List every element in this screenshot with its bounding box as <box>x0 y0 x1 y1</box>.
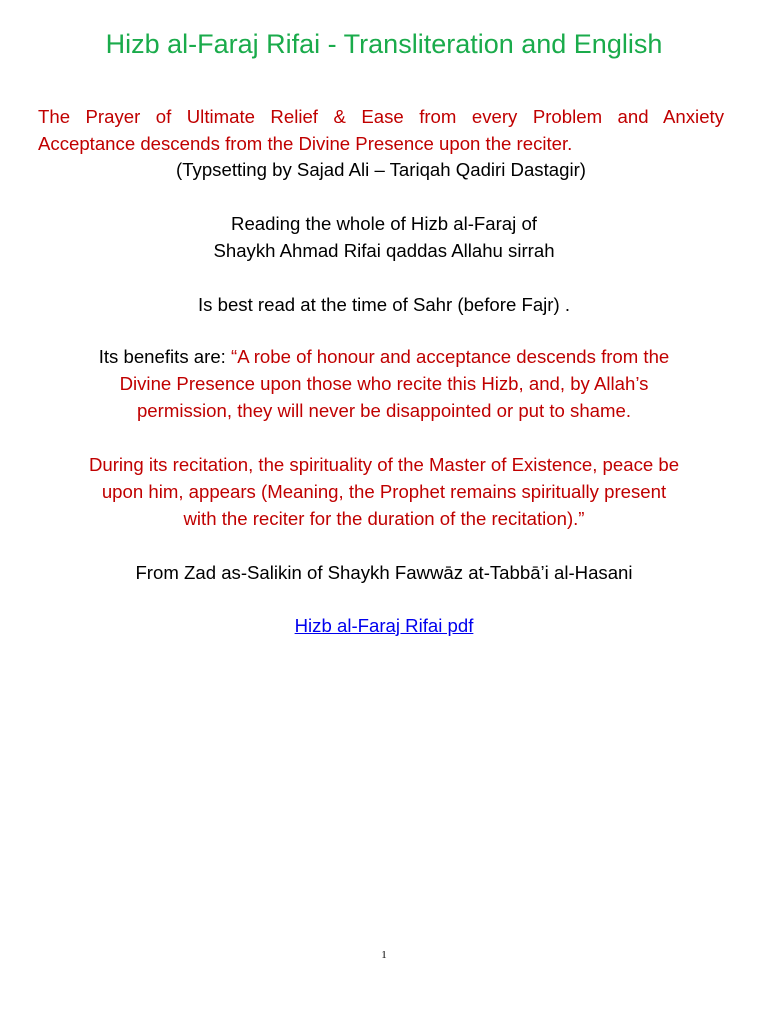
recitation-section <box>30 451 738 532</box>
benefits-quote-line-3: permission, they will never be disappointed or put to shame. <box>136 400 632 421</box>
intro-line-2: Acceptance descends from the Divine Presence upon the reciter. <box>38 132 573 154</box>
benefits-section <box>30 343 738 424</box>
pdf-link[interactable]: Hizb al-Faraj Rifai pdf <box>294 615 474 636</box>
intro-section <box>38 104 724 184</box>
recitation-line-2: upon him, appears (Meaning, the Prophet remains spiritually present <box>101 481 667 502</box>
source-text: From Zad as-Salikin of Shaykh Fawwāz at-Tabbā’i al-Hasani <box>135 562 633 583</box>
typesetting-credit: (Typsetting by Sajad Ali – Tariqah Qadiri Dastagir) <box>176 159 586 180</box>
intro-line-1: The Prayer of Ultimate Relief & Ease from every Problem and Anxiety <box>38 106 724 127</box>
page-title: Hizb al-Faraj Rifai - Transliteration and English <box>105 29 663 59</box>
recitation-line-3: with the reciter for the duration of the recitation).” <box>183 508 585 529</box>
benefits-quote-line-2: Divine Presence upon those who recite this Hizb, and, by Allah’s <box>119 373 649 394</box>
reading-line-1: Reading the whole of Hizb al-Faraj of <box>231 213 537 234</box>
page-number: 1 <box>381 949 387 961</box>
reading-line-2: Shaykh Ahmad Rifai qaddas Allahu sirrah <box>213 240 555 261</box>
reading-section <box>30 210 738 264</box>
best-time-text: Is best read at the time of Sahr (before Fajr) . <box>197 294 571 315</box>
benefits-label: Its benefits are: <box>98 346 231 367</box>
benefits-quote-line-1: “A robe of honour and acceptance descends from the <box>231 346 670 367</box>
recitation-line-1: During its recitation, the spirituality of the Master of Existence, peace be <box>88 454 680 475</box>
pdf-link-container <box>30 612 738 639</box>
